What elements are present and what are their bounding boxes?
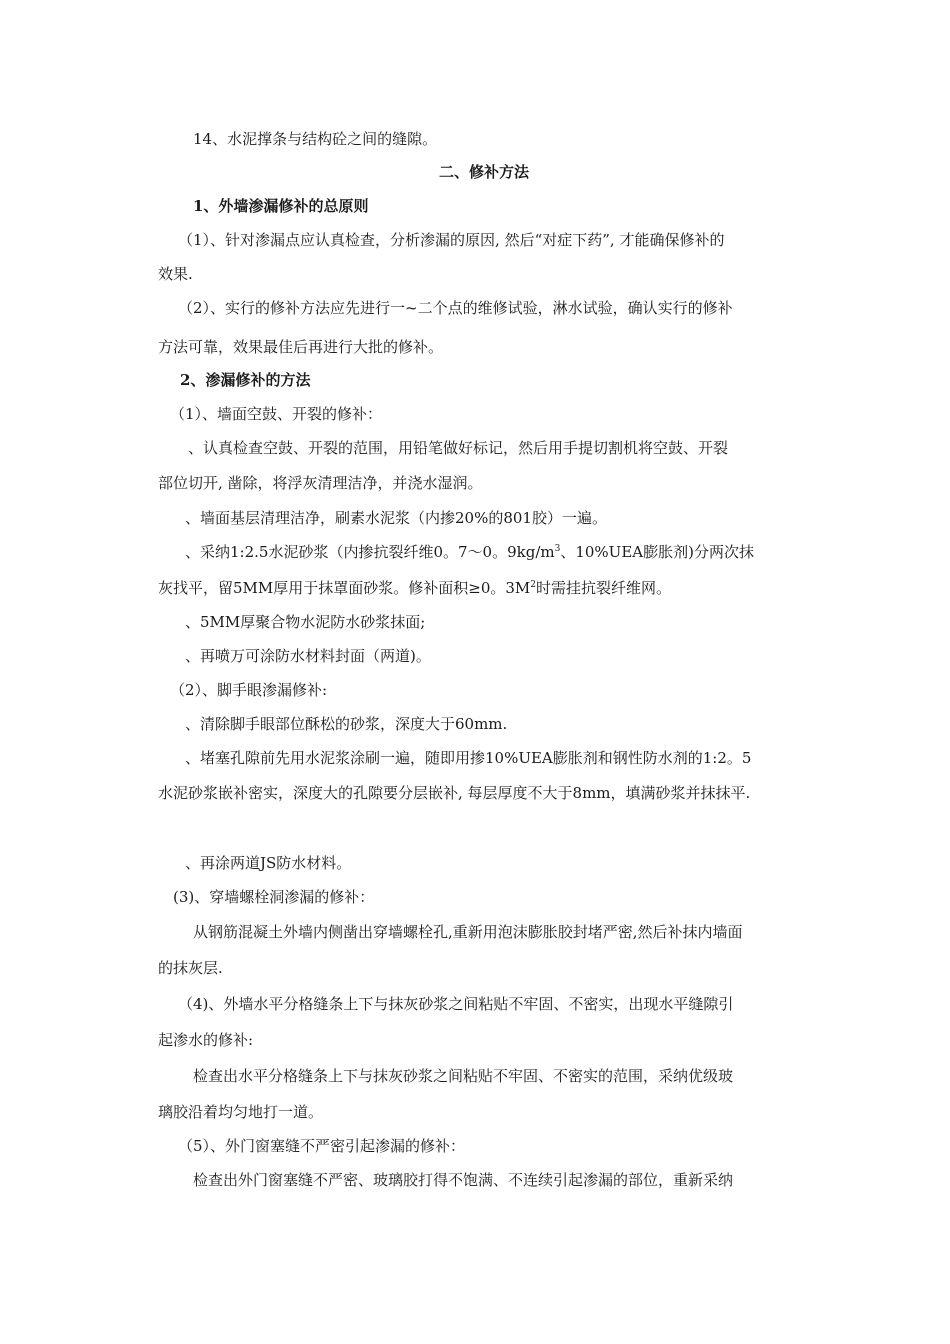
section-title-repair-methods: 二、修补方法 <box>438 163 529 181</box>
method-4-line-2: 璃胶沿着均匀地打一道。 <box>158 1103 324 1121</box>
method-4-title-line-1: （4)、外墙水平分格缝条上下与抹灰砂浆之间粘贴不牢固、不密实，出现水平缝隙引 <box>178 995 734 1013</box>
subsection-title-methods: 2、渗漏修补的方法 <box>180 371 311 389</box>
method-2-step-c: 、再涂两道JS防水材料。 <box>185 854 352 872</box>
method-2-step-a: 、清除脚手眼部位酥松的砂浆，深度大于60mm. <box>185 715 508 733</box>
method-2-step-b-line-1: 、堵塞孔隙前先用水泥浆涂刷一遍，随即用掺10%UEA膨胀剂和钢性防水剂的1:2。5 <box>185 749 752 767</box>
method-1-step-c-line-1: 、采纳1:2.5水泥砂浆（内掺抗裂纤维0。7～0。$9kg/m^3$、10%UEA膨胀剂)分两次抹 <box>185 543 754 561</box>
method-4-title-line-2: 起渗水的修补: <box>158 1031 254 1049</box>
method-3-title: (3)、穿墙螺栓洞渗漏的修补： <box>173 888 375 906</box>
method-1-title: （1）、墙面空鼓、开裂的修补： <box>170 405 383 423</box>
paragraph-1-line-1: （1）、针对渗漏点应认真检查，分析渗漏的原因, 然后“对症下药”, 才能确保修补的 <box>178 231 725 249</box>
method-1-step-a-line-1: 、认真检查空鼓、开裂的范围，用铅笔做好标记，然后用手提切割机将空鼓、开裂 <box>188 439 729 457</box>
method-1-step-b: 、墙面基层清理洁净，刷素水泥浆（内掺20%的801胶）一遍。 <box>185 509 607 527</box>
method-2-step-b-line-2: 水泥砂浆嵌补密实，深度大的孔隙要分层嵌补, 每层厚度不大于8mm，填满砂浆并抹抹平. <box>158 784 751 802</box>
paragraph-1-line-2: 效果. <box>158 265 193 283</box>
method-2-title: （2）、脚手眼渗漏修补: <box>170 681 328 699</box>
paragraph-2-line-2: 方法可靠，效果最佳后再进行大批的修补。 <box>158 338 444 356</box>
method-3-line-2: 的抹灰层. <box>158 959 223 977</box>
method-4-line-1: 检查出水平分格缝条上下与抹灰砂浆之间粘贴不牢固、不密实的范围，采纳优级玻 <box>193 1067 734 1085</box>
method-3-line-1: 从钢筋混凝土外墙内侧凿出穿墙螺栓孔,重新用泡沫膨胀胶封堵严密,然后补抹内墙面 <box>193 923 743 941</box>
method-1-step-d: 、5MM厚聚合物水泥防水砂浆抹面; <box>185 613 426 631</box>
paragraph-2-line-1: （2）、实行的修补方法应先进行一~二个点的维修试验，淋水试验，确认实行的修补 <box>178 299 733 317</box>
method-1-step-a-line-2: 部位切开, 凿除，将浮灰清理洁净，并浇水湿润。 <box>158 474 483 492</box>
subsection-title-principles: 1、外墙渗漏修补的总原则 <box>193 197 369 215</box>
item-14: 14、水泥撑条与结构砼之间的缝隙。 <box>193 130 438 148</box>
method-5-line-1: 检查出外门窗塞缝不严密、玻璃胶打得不饱满、不连续引起渗漏的部位，重新采纳 <box>193 1171 734 1189</box>
method-1-step-c-line-2: 灰找平，留5MM厚用于抹罩面砂浆。修补面积≥0。$3M^2$时需挂抗裂纤维网。 <box>158 579 672 597</box>
method-1-step-e: 、再喷万可涂防水材料封面（两道)。 <box>185 647 431 665</box>
method-5-title: （5）、外门窗塞缝不严密引起渗漏的修补： <box>178 1137 466 1155</box>
